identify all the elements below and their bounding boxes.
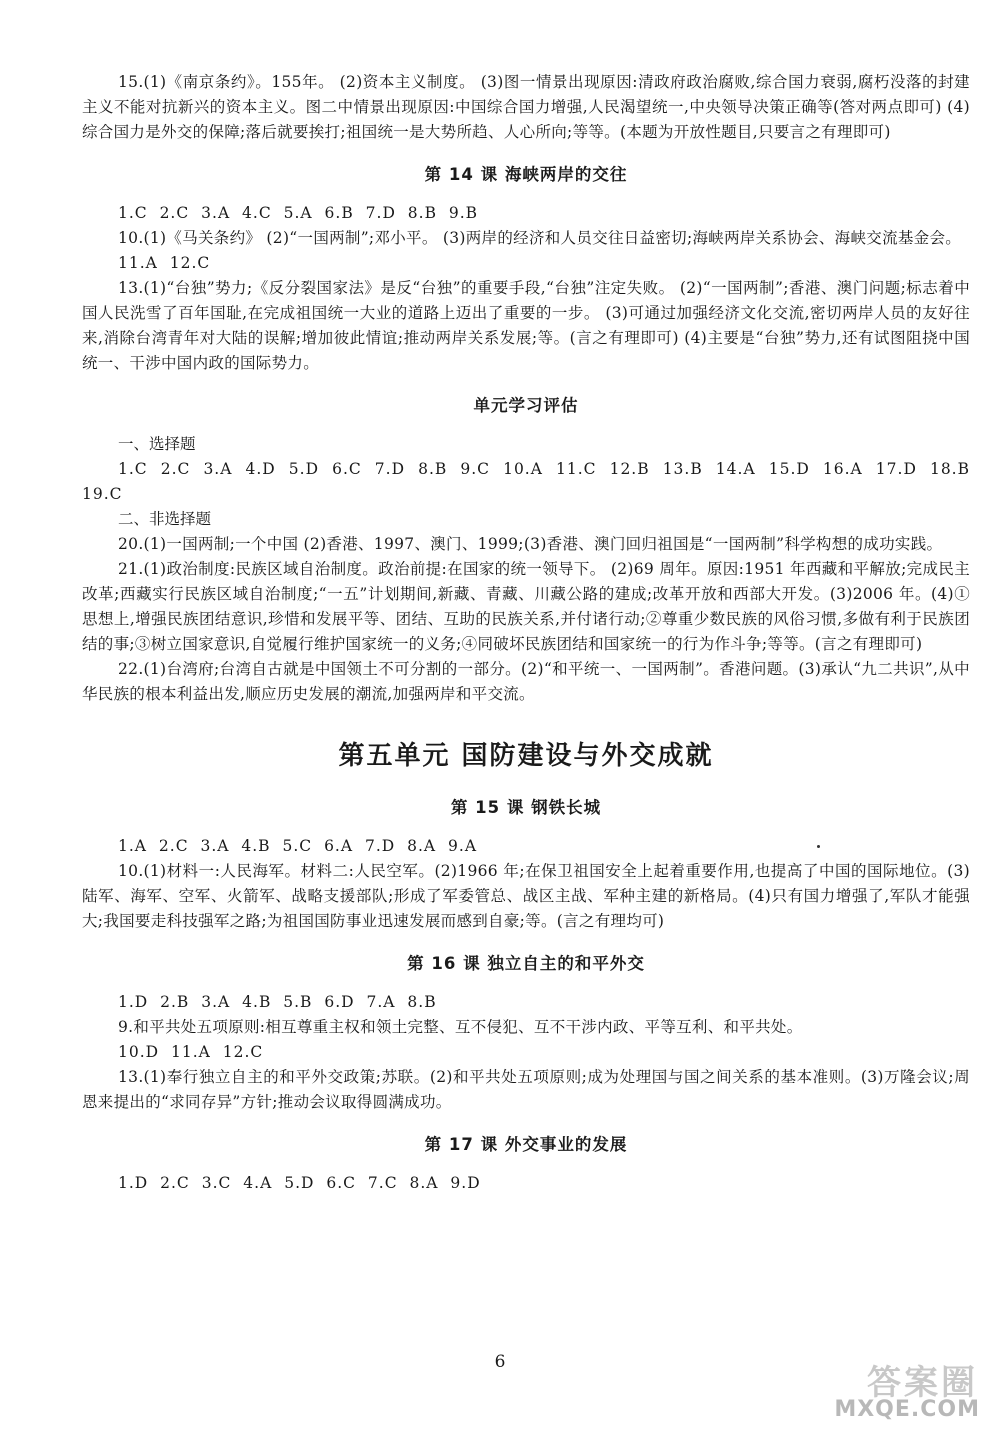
answer-q22: 22.(1)台湾府;台湾自古就是中国领土不可分割的一部分。(2)“和平统一、一国两制”。香港问题。(3)承认“九二共识”,从中华民族的根本利益出发,顺应历史发展的潮流,加强两岸和平交流。 <box>82 660 970 703</box>
answer-q21: 21.(1)政治制度:民族区域自治制度。政治前提:在国家的统一领导下。 (2)69 周年。原因:1951 年西藏和平解放;完成民主改革;西藏实行民族区域自治制度;“一五”计划期间,新藏、青藏、川藏公路的建成;改革开放和西部大开发。(3)2006 年。(4)①思想上,增强民族团结意识,珍惜和发展平等、团结、互助的民族关系,并付诸行动;②尊重少数民族的风俗习惯,多做有利于民族团结的事;③树立国家意识,自觉履行维护国家统一的义务;④同破坏民族团结和国家统一的行为作斗争;等等。(言之有理即可) <box>82 560 970 653</box>
section-choice-heading: 一、选择题 <box>118 435 196 453</box>
unit-evaluation-title: 单元学习评估 <box>473 396 579 415</box>
lesson-15-q10: 10.(1)材料一:人民海军。材料二:人民空军。(2)1966 年;在保卫祖国安全上起着重要作用,也提高了中国的国际地位。(3)陆军、海军、空军、火箭军、战略支援部队;形成了军委管总、战区主战、军种主建的新格局。(4)只有国力增强了,军队才能强大;我国要走科技强军之路;为祖国国防事业迅速发展而感到自豪;等。(言之有理均可) <box>82 862 970 930</box>
lesson-14-q13: 13.(1)“台独”势力;《反分裂国家法》是反“台独”的重要手段,“台独”注定失败。 (2)“一国两制”;香港、澳门问题;标志着中国人民洗雪了百年国耻,在完成祖国统一大业的道路上迈出了重要的一步。 (3)可通过加强经济文化交流,密切两岸人员的友好往来,消除台湾青年对大陆的误解;增加彼此情谊;推动两岸关系发展;等。(言之有理即可) (4)主要是“台独”势力,还有试图阻挠中国统一、干涉中国内政的国际势力。 <box>82 279 970 372</box>
section-nonchoice-heading: 二、非选择题 <box>118 510 212 528</box>
lesson-14-title: 第 14 课 海峡两岸的交往 <box>424 165 628 184</box>
lesson-15-choice-answers: 1.A 2.C 3.A 4.B 5.C 6.A 7.D 8.A 9.A <box>118 837 478 855</box>
lesson-17-choice-answers: 1.D 2.C 3.C 4.A 5.D 6.C 7.C 8.A 9.D <box>118 1174 481 1192</box>
lesson-16-choice-answers-2: 10.D 11.A 12.C <box>118 1043 264 1061</box>
answer-q15: 15.(1)《南京条约》。155年。 (2)资本主义制度。 (3)图一情景出现原因:清政府政治腐败,综合国力衰弱,腐朽没落的封建主义不能对抗新兴的资本主义。图二中情景出现原因:中国综合国力增强,人民渴望统一,中央领导决策正确等(答对两点即可) (4)综合国力是外交的保障;落后就要挨打;祖国统一是大势所趋、人心所向;等等。(本题为开放性题目,只要言之有理即可) <box>82 73 970 141</box>
watermark-logo <box>786 1355 986 1425</box>
lesson-16-q13: 13.(1)奉行独立自主的和平外交政策;苏联。(2)和平共处五项原则;成为处理国与国之间关系的基本准则。(3)万隆会议;周恩来提出的“求同存异”方针;推动会议取得圆满成功。 <box>82 1068 970 1111</box>
lesson-14-choice-answers-2: 11.A 12.C <box>118 254 211 272</box>
lesson-16-title: 第 16 课 独立自主的和平外交 <box>407 954 645 973</box>
answer-page-content <box>82 70 970 1196</box>
lesson-14-q10: 10.(1)《马关条约》 (2)“一国两制”;邓小平。 (3)两岸的经济和人员交往日益密切;海峡两岸关系协会、海峡交流基金会。 <box>118 229 962 247</box>
lesson-16-choice-answers: 1.D 2.B 3.A 4.B 5.B 6.D 7.A 8.B <box>118 993 437 1011</box>
page-number: 6 <box>494 1352 506 1372</box>
lesson-14-choice-answers: 1.C 2.C 3.A 4.C 5.A 6.B 7.D 8.B 9.B <box>118 204 479 222</box>
lesson-15-title: 第 15 课 钢铁长城 <box>450 798 602 817</box>
answer-q20: 20.(1)一国两制;一个中国 (2)香港、1997、澳门、1999;(3)香港、澳门回归祖国是“一国两制”科学构想的成功实践。 <box>118 535 943 553</box>
watermark-text-top: 答案圈 <box>867 1363 978 1403</box>
unit-5-title: 第五单元 国防建设与外交成就 <box>338 741 714 771</box>
unit-evaluation-choice-answers: 1.C 2.C 3.A 4.D 5.D 6.C 7.D 8.B 9.C 10.A 11.C 12.B 13.B 14.A 15.D 16.A 17.D 18.B 19.C <box>82 460 970 503</box>
lesson-17-title: 第 17 课 外交事业的发展 <box>424 1135 628 1154</box>
watermark-text-bottom: MXQE.COM <box>834 1397 980 1422</box>
lesson-16-q9: 9.和平共处五项原则:相互尊重主权和领土完整、互不侵犯、互不干涉内政、平等互利、和平共处。 <box>118 1018 803 1036</box>
stray-dot-mark <box>817 845 820 848</box>
